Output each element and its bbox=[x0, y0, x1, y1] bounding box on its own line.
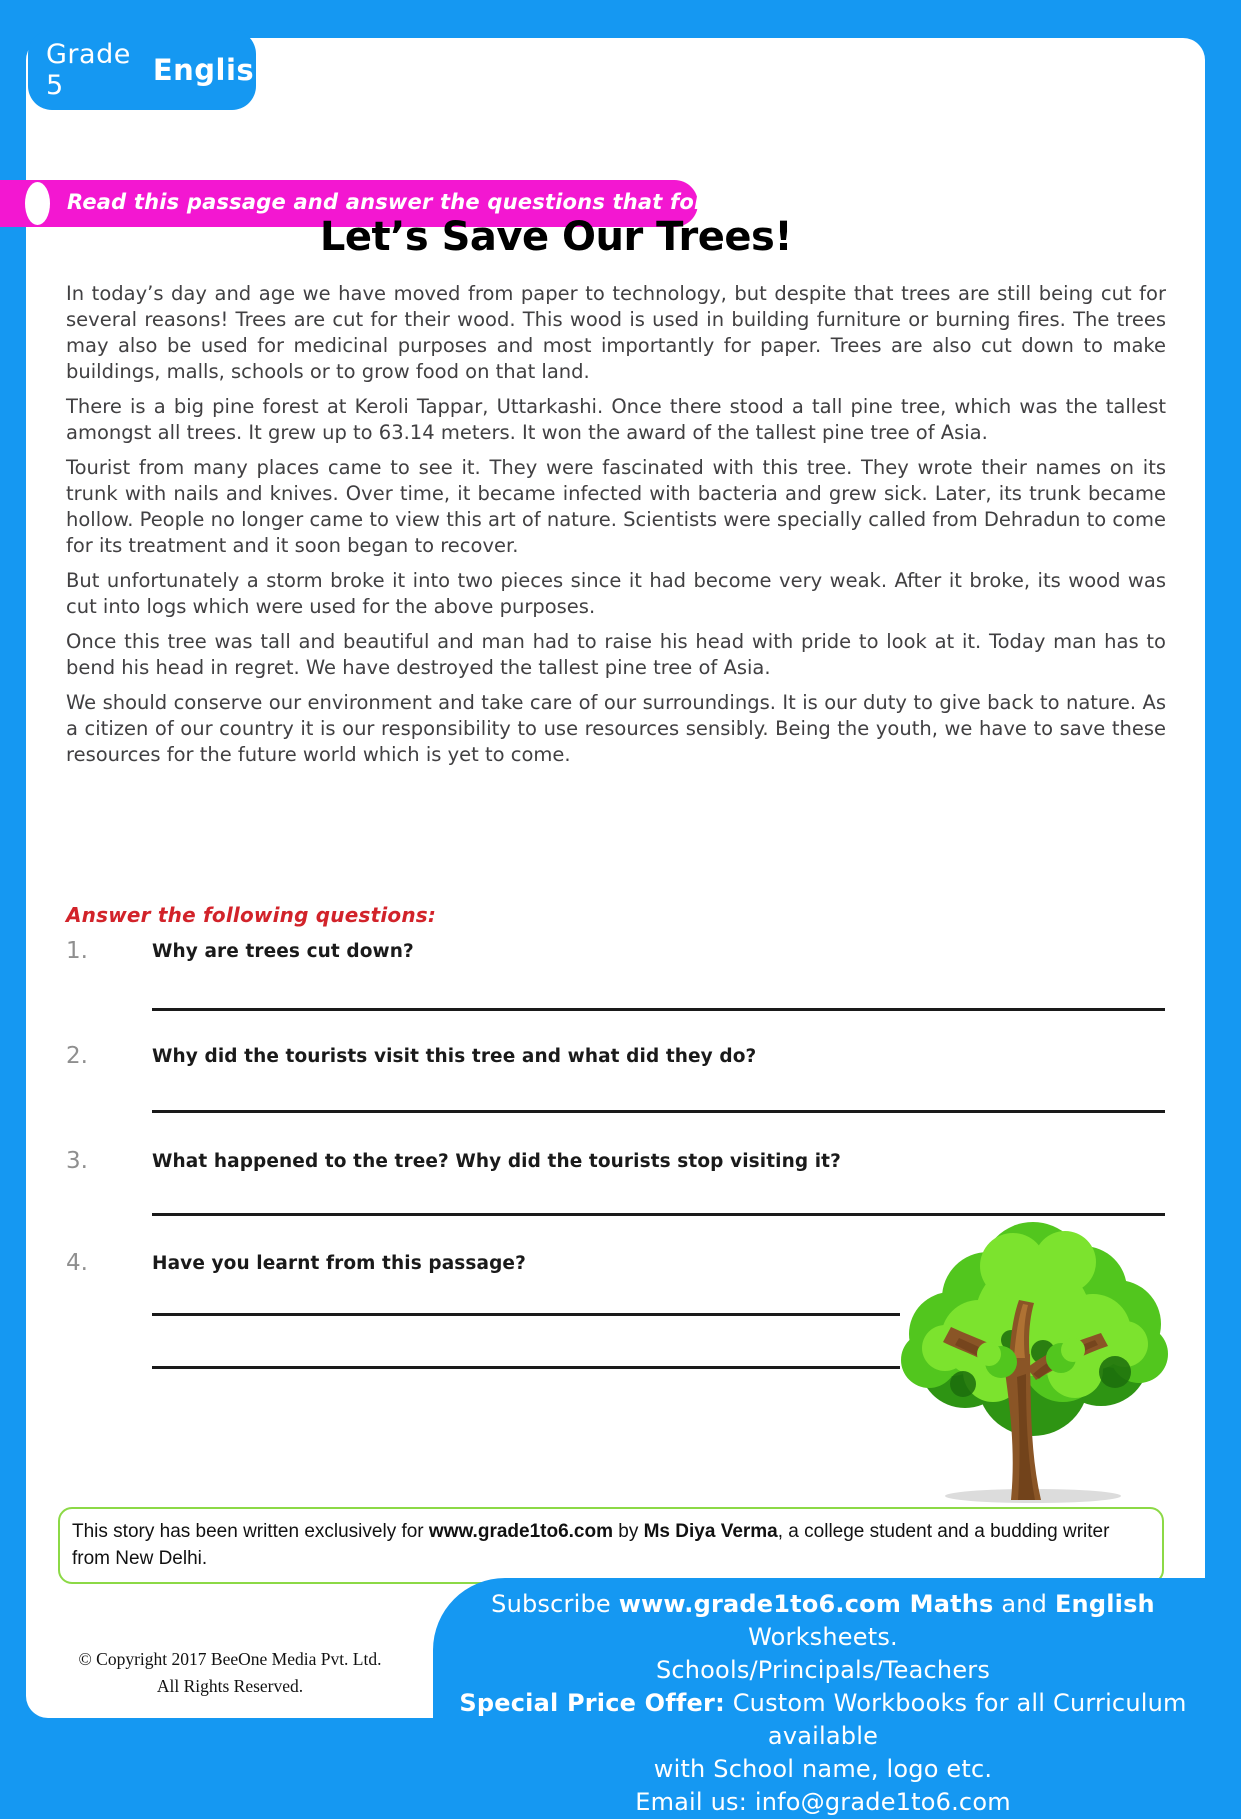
attribution-box bbox=[58, 1507, 1164, 1584]
attribution-author: Ms Diya Verma bbox=[643, 1521, 778, 1542]
answer-line bbox=[152, 1008, 1165, 1011]
passage-paragraph: There is a big pine forest at Keroli Tappar, Uttarkashi. Once there stood a tall pine tree, which was the tallest amongst all trees. It grew up to 63.14 meters. It won the award of the tallest pine tree of Asia. bbox=[66, 395, 1166, 444]
question-text: Have you learnt from this passage? bbox=[152, 1253, 526, 1274]
answer-line bbox=[152, 1110, 1165, 1113]
copyright-line2: All Rights Reserved. bbox=[156, 1676, 304, 1696]
footer-audience-line: Schools/Principals/Teachers bbox=[655, 1656, 991, 1684]
grade-label: Grade 5 bbox=[46, 39, 131, 101]
tree-illustration bbox=[893, 1212, 1171, 1504]
passage-body bbox=[66, 281, 1166, 777]
subject-label: English bbox=[152, 53, 276, 87]
question-number: 4. bbox=[66, 1250, 88, 1276]
passage-title: Let’s Save Our Trees! bbox=[319, 214, 793, 260]
footer-subscribe-post: Worksheets. bbox=[748, 1623, 898, 1651]
question-text: Why did the tourists visit this tree and what did they do? bbox=[152, 1046, 757, 1067]
answer-line bbox=[152, 1313, 900, 1316]
passage-paragraph: We should conserve our environment and take care of our surroundings. It is our duty to give back to nature. As a citizen of our country it is our responsibility to use resources sensibly. Being the youth, we have to save these resources for the future world which is yet to come. bbox=[66, 691, 1166, 766]
question-number: 1. bbox=[66, 938, 88, 964]
passage-paragraph: But unfortunately a storm broke it into two pieces since it had become very weak. After it broke, its wood was cut into logs which were used for the above purposes. bbox=[66, 569, 1166, 618]
footer-subscribe-line bbox=[433, 1588, 1213, 1654]
passage-paragraph: Once this tree was tall and beautiful and man had to raise his head with pride to look at it. Today man has to bend his head in regret. We have destroyed the tallest pine tree of Asia. bbox=[66, 630, 1166, 679]
passage-paragraph: Tourist from many places came to see it. They were fascinated with this tree. They wrote their names on its trunk with nails and knives. Over time, it became infected with bacteria and grew sick. Later, its trunk became hollow. People no longer came to view this art of nature. Scientists were specially called from Dehradun to come for its treatment and it soon began to recover. bbox=[66, 456, 1166, 557]
copyright-line1: © Copyright 2017 BeeOne Media Pvt. Ltd. bbox=[78, 1649, 382, 1669]
footer-school-line: with School name, logo etc. bbox=[653, 1755, 993, 1783]
footer-site-maths: www.grade1to6.com Maths bbox=[618, 1590, 994, 1618]
footer-subscribe-pre: Subscribe bbox=[491, 1590, 619, 1618]
footer-offer-line bbox=[433, 1687, 1213, 1753]
passage-paragraph: In today’s day and age we have moved from paper to technology, but despite that trees are still being cut for several reasons! Trees are cut for their wood. This wood is used in building furniture or burning fires. The trees may also be used for medicinal purposes and most importantly for paper. Trees are also cut down to make buildings, malls, schools or to grow food on that land. bbox=[66, 282, 1166, 383]
footer-email-line: Email us: info@grade1to6.com bbox=[635, 1788, 1011, 1816]
footer-subscribe-mid: and bbox=[993, 1590, 1055, 1618]
attribution-post: , a college student and a budding writer from New Delhi. bbox=[72, 1521, 1110, 1569]
attribution-site: www.grade1to6.com bbox=[428, 1521, 613, 1542]
footer-offer-label: Special Price Offer: bbox=[459, 1689, 725, 1717]
grade-subject-tab bbox=[28, 30, 276, 110]
question-text: What happened to the tree? Why did the tourists stop visiting it? bbox=[152, 1151, 841, 1172]
instruction-text: Read this passage and answer the questions that follows. bbox=[67, 190, 764, 214]
question-number: 2. bbox=[66, 1043, 88, 1069]
question-number: 3. bbox=[66, 1148, 88, 1174]
banner-oval-icon bbox=[25, 182, 50, 225]
footer-text bbox=[433, 1588, 1213, 1819]
questions-heading: Answer the following questions: bbox=[66, 903, 437, 927]
attribution-mid: by bbox=[612, 1521, 644, 1542]
answer-line bbox=[152, 1366, 900, 1369]
copyright-notice bbox=[30, 1646, 430, 1700]
footer-offer-rest: Custom Workbooks for all Curriculum available bbox=[724, 1689, 1187, 1750]
question-text: Why are trees cut down? bbox=[152, 941, 414, 962]
footer-english: English bbox=[1054, 1590, 1155, 1618]
attribution-pre: This story has been written exclusively for bbox=[72, 1521, 429, 1542]
